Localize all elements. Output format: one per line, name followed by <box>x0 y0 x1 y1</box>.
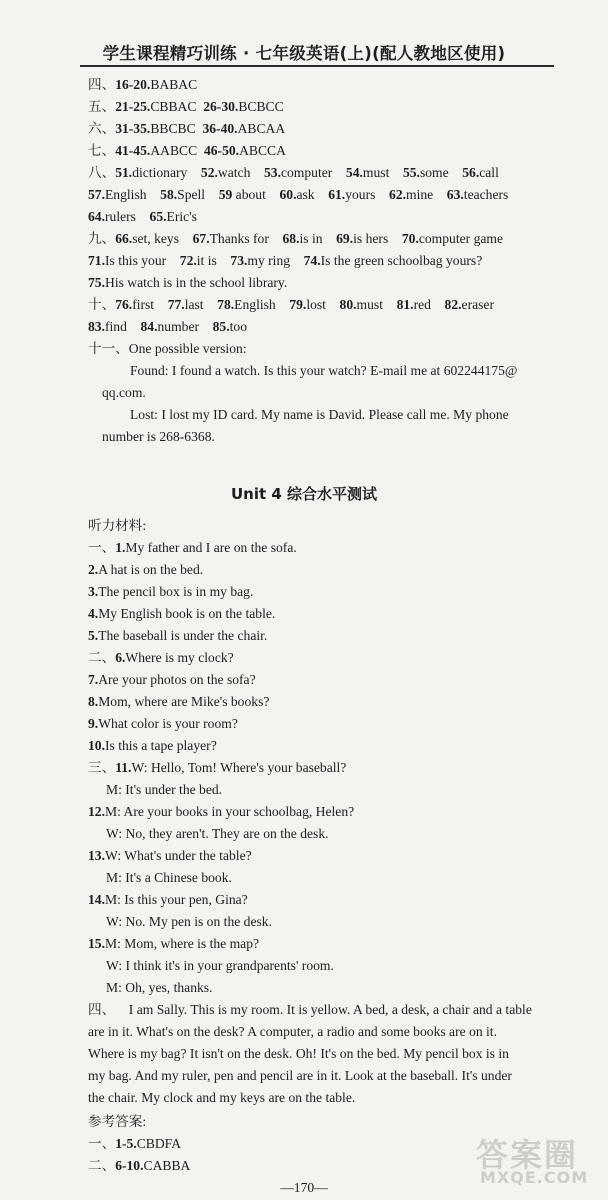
header-divider <box>80 65 554 67</box>
writing-found-line-1: Found: I found a watch. Is this your watch? E-mail me at 602244175@ <box>130 363 518 378</box>
key-label: 参考答案: <box>88 1114 147 1129</box>
answer-row-4: 四、16-20.BABAC <box>88 77 198 92</box>
dialog-15-b: W: I think it's in your grandparents' room. <box>106 958 334 973</box>
answer-row-9c: 75.His watch is in the school library. <box>88 275 288 290</box>
answer-row-9a: 九、66.set, keys 67.Thanks for 68.is in 69.is hers 70.computer game <box>88 231 504 246</box>
dialog-11-b: M: It's under the bed. <box>106 782 223 797</box>
dialog-15-a: 15.M: Mom, where is the map? <box>88 936 260 951</box>
answer-row-9b: 71.Is this your 72.it is 73.my ring 74.Is the green schoolbag yours? <box>88 253 483 268</box>
dialog-12-b: W: No, they aren't. They are on the desk. <box>106 826 329 841</box>
answer-row-11-intro: 十一、One possible version: <box>88 341 247 356</box>
watermark-logo: 答案圈 MXQE.COM <box>476 1136 589 1187</box>
writing-found-line-2: qq.com. <box>102 385 146 400</box>
answer-row-8c: 64.rulers 65.Eric's <box>88 209 197 224</box>
dialog-14-a: 14.M: Is this your pen, Gina? <box>88 892 248 907</box>
answer-row-8a: 八、51.dictionary 52.watch 53.computer 54.must 55.some 56.call <box>88 165 499 180</box>
listening-10: 10.Is this a tape player? <box>88 738 217 753</box>
answer-row-10a: 十、76.first 77.last 78.English 79.lost 80.must 81.red 82.eraser <box>88 297 494 312</box>
writing-lost-line-1: Lost: I lost my ID card. My name is David. Please call me. My phone <box>130 407 509 422</box>
answer-row-8b: 57.English 58.Spell 59 about 60.ask 61.yours 62.mine 63.teachers <box>88 187 509 202</box>
answer-row-10b: 83.find 84.number 85.too <box>88 319 247 334</box>
passage-line-2: are in it. What's on the desk? A computer, a radio and some books are on it. <box>88 1024 497 1039</box>
unit-title: Unit 4 综合水平测试 <box>230 485 378 503</box>
listening-6: 二、6.Where is my clock? <box>88 650 234 665</box>
listening-label: 听力材料: <box>88 518 147 533</box>
passage-line-1: 四、 I am Sally. This is my room. It is yellow. A bed, a desk, a chair and a table <box>88 1002 532 1017</box>
listening-8: 8.Mom, where are Mike's books? <box>88 694 270 709</box>
page-number: —170— <box>280 1180 328 1195</box>
passage-line-3: Where is my bag? It isn't on the desk. Oh! It's on the bed. My pencil box is in <box>88 1046 509 1061</box>
dialog-15-c: M: Oh, yes, thanks. <box>106 980 213 995</box>
dialog-13-a: 13.W: What's under the table? <box>88 848 252 863</box>
listening-1: 一、1.My father and I are on the sofa. <box>88 540 297 555</box>
listening-3: 3.The pencil box is in my bag. <box>88 584 254 599</box>
dialog-11-a: 三、11.W: Hello, Tom! Where's your baseball? <box>88 760 347 775</box>
listening-4: 4.My English book is on the table. <box>88 606 276 621</box>
writing-lost-line-2: number is 268-6368. <box>102 429 215 444</box>
answer-row-6: 六、31-35.BBCBC 36-40.ABCAA <box>88 121 286 136</box>
key-row-1: 一、1-5.CBDFA <box>88 1136 182 1151</box>
listening-9: 9.What color is your room? <box>88 716 238 731</box>
answer-row-5: 五、21-25.CBBAC 26-30.BCBCC <box>88 99 284 114</box>
page-header: 学生课程精巧训练 · 七年级英语(上)(配人教地区使用) <box>102 44 506 63</box>
key-row-2: 二、6-10.CABBA <box>88 1158 191 1173</box>
dialog-13-b: M: It's a Chinese book. <box>106 870 232 885</box>
listening-2: 2.A hat is on the bed. <box>88 562 204 577</box>
passage-line-5: the chair. My clock and my keys are on the table. <box>88 1090 356 1105</box>
dialog-14-b: W: No. My pen is on the desk. <box>106 914 272 929</box>
dialog-12-a: 12.M: Are your books in your schoolbag, Helen? <box>88 804 355 819</box>
listening-5: 5.The baseball is under the chair. <box>88 628 268 643</box>
passage-line-4: my bag. And my ruler, pen and pencil are in it. Look at the baseball. It's under <box>88 1068 512 1083</box>
listening-7: 7.Are your photos on the sofa? <box>88 672 256 687</box>
answer-row-7: 七、41-45.AABCC 46-50.ABCCA <box>88 143 286 158</box>
